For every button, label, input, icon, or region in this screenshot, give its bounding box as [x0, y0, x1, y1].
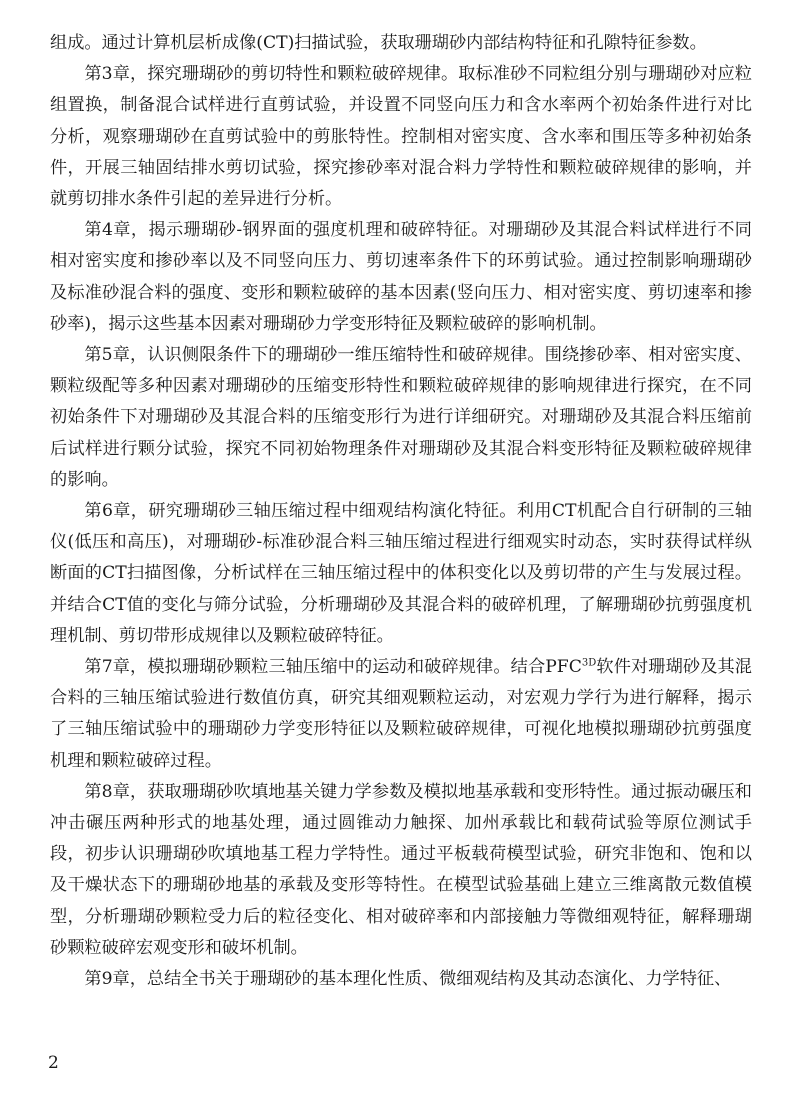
paragraph-chapter-7: [50, 652, 752, 777]
chapter-7-superscript: 3D: [581, 657, 597, 669]
paragraph-chapter-3: 第3章，探究珊瑚砂的剪切特性和颗粒破碎规律。取标准砂不同粒组分别与珊瑚砂对应粒组置换，制备混合试样进行直剪试验，并设置不同竖向压力和含水率两个初始条件进行对比分析，观察珊瑚砂在直剪试验中的剪胀特性。控制相对密实度、含水率和围压等多种初始条件，开展三轴固结排水剪切试验，探究掺砂率对混合料力学特性和颗粒破碎规律的影响，并就剪切排水条件引起的差异进行分析。: [50, 64, 752, 210]
paragraph-chapter-6: 第6章，研究珊瑚砂三轴压缩过程中细观结构演化特征。利用CT机配合自行研制的三轴仪(低压和高压)，对珊瑚砂-标准砂混合料三轴压缩过程进行细观实时动态，实时获得试样纵断面的CT扫描图像，分析试样在三轴压缩过程中的体积变化以及剪切带的产生与发展过程。并结合CT值的变化与筛分试验，分析珊瑚砂及其混合料的破碎机理，了解珊瑚砂抗剪强度机理机制、剪切带形成规律以及颗粒破碎特征。: [50, 501, 752, 646]
paragraph-chapter-4: 第4章，揭示珊瑚砂-钢界面的强度机理和破碎特征。对珊瑚砂及其混合料试样进行不同相对密实度和掺砂率以及不同竖向压力、剪切速率条件下的环剪试验。通过控制影响珊瑚砂及标准砂混合料的强度、变形和颗粒破碎的基本因素(竖向压力、相对密实度、剪切速率和掺砂率)，揭示这些基本因素对珊瑚砂力学变形特征及颗粒破碎的影响机制。: [50, 220, 752, 334]
paragraph-chapter-9: 第9章，总结全书关于珊瑚砂的基本理化性质、微细观结构及其动态演化、力学特征、: [84, 969, 732, 990]
chapter-7-text-start: 第7章，模拟珊瑚砂颗粒三轴压缩中的运动和破碎规律。结合PFC: [84, 657, 582, 678]
page-number: 2: [48, 1053, 59, 1073]
paragraph-chapter-5: 第5章，认识侧限条件下的珊瑚砂一维压缩特性和破碎规律。围绕掺砂率、相对密实度、颗粒级配等多种因素对珊瑚砂的压缩变形特性和颗粒破碎规律的影响规律进行探究，在不同初始条件下对珊瑚砂及其混合料的压缩变形行为进行详细研究。对珊瑚砂及其混合料压缩前后试样进行颗分试验，探究不同初始物理条件对珊瑚砂及其混合料变形特征及颗粒破碎规律的影响。: [50, 345, 752, 490]
chapter-7-text-end: 软件对珊瑚砂及其混合料的三轴压缩试验进行数值仿真，研究其细观颗粒运动，对宏观力学行为进行解释，揭示了三轴压缩试验中的珊瑚砂力学变形特征以及颗粒破碎规律，可视化地模拟珊瑚砂抗剪强度机理和颗粒破碎过程。: [50, 657, 752, 771]
paragraph-chapter-8: 第8章，获取珊瑚砂吹填地基关键力学参数及模拟地基承载和变形特性。通过振动碾压和冲击碾压两种形式的地基处理，通过圆锥动力触探、加州承载比和载荷试验等原位测试手段，初步认识珊瑚砂吹填地基工程力学特性。通过平板载荷模型试验，研究非饱和、饱和以及干燥状态下的珊瑚砂地基的承载及变形等特性。在模型试验基础上建立三维离散元数值模型，分析珊瑚砂颗粒受力后的粒径变化、相对破碎率和内部接触力等微细观特征，解释珊瑚砂颗粒破碎宏观变形和破坏机制。: [50, 781, 752, 958]
paragraph-continuation: 组成。通过计算机层析成像(CT)扫描试验，获取珊瑚砂内部结构特征和孔隙特征参数。: [50, 33, 707, 53]
page-body: [50, 28, 752, 995]
